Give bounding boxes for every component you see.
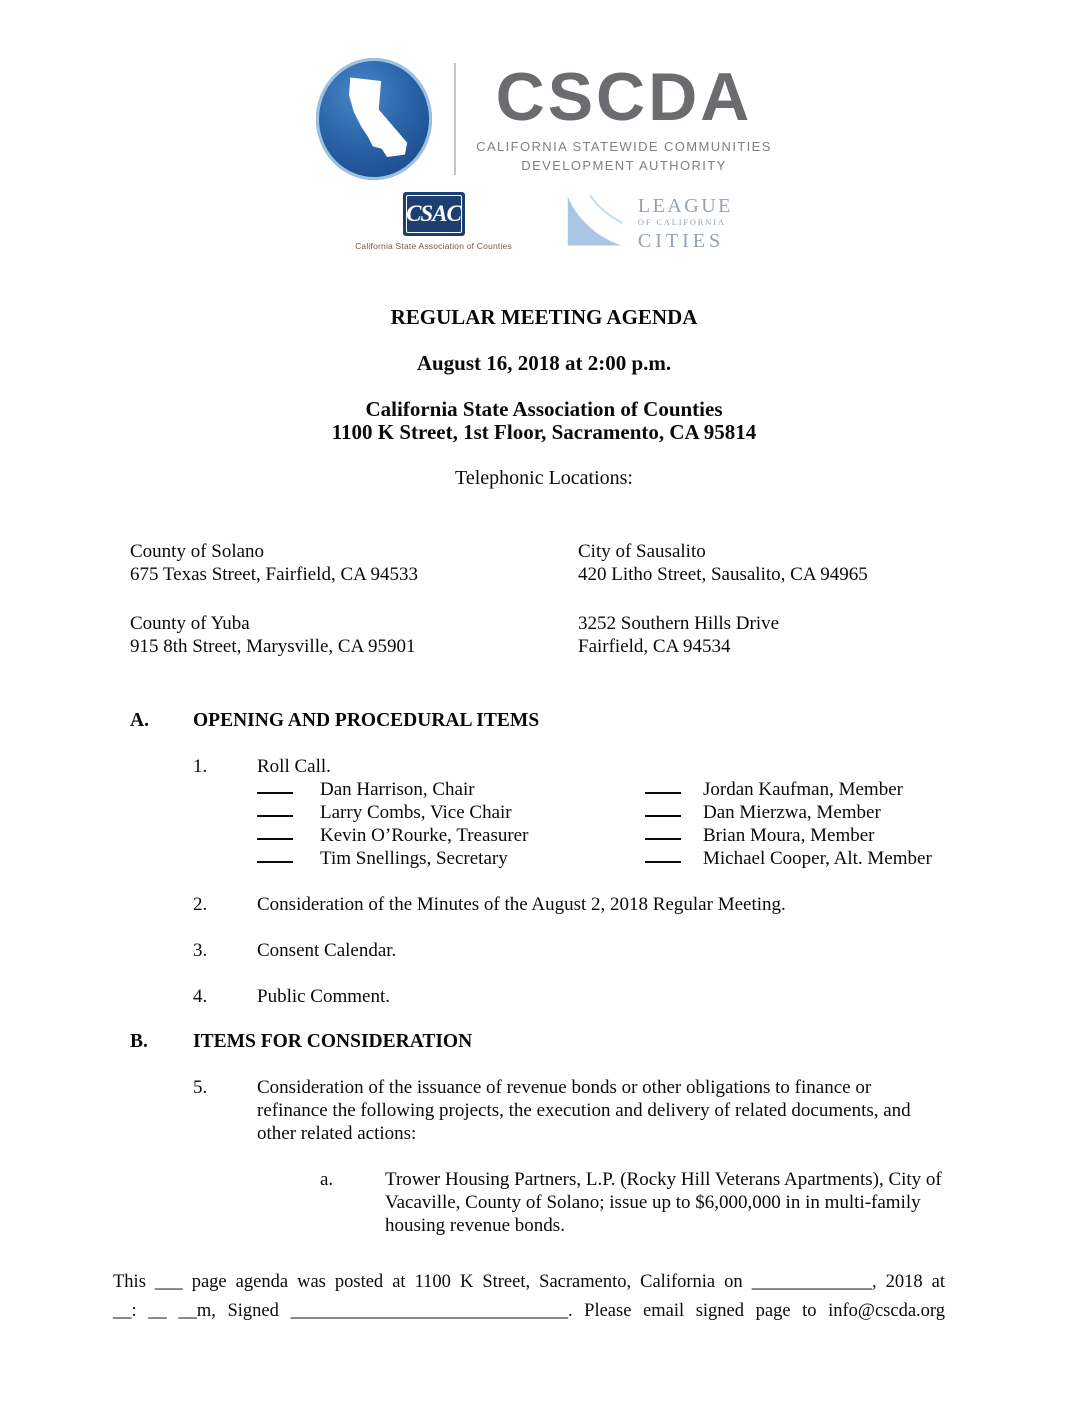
rollcall-blank-line: [257, 824, 293, 840]
location-address: 420 Litho Street, Sausalito, CA 94965: [578, 564, 868, 585]
item-number: 5.: [193, 1077, 208, 1098]
rollcall-blank-line: [645, 847, 681, 863]
csac-acronym: CSAC: [406, 201, 461, 226]
member-name: Michael Cooper, Alt. Member: [703, 848, 932, 869]
league-line3: CITIES: [637, 229, 725, 252]
section-title: ITEMS FOR CONSIDERATION: [193, 1031, 473, 1052]
league-logo: [564, 192, 733, 252]
location-name: 3252 Southern Hills Drive: [578, 613, 780, 634]
agenda-item-4: [193, 985, 1088, 1008]
meeting-title: REGULAR MEETING AGENDA: [390, 305, 698, 329]
roll-call-list: [257, 778, 1088, 870]
location-block: [578, 540, 1088, 586]
posting-notice: [113, 1268, 945, 1326]
rollcall-blank-line: [257, 778, 293, 794]
section-letter: B.: [130, 1031, 148, 1052]
venue-name: California State Association of Counties: [365, 397, 723, 421]
rollcall-blank-line: [257, 847, 293, 863]
section-a-heading: [130, 710, 1088, 732]
roll-call-row: [257, 847, 1088, 870]
roll-call-row: [257, 801, 1088, 824]
item-text: Consent Calendar.: [257, 940, 397, 961]
rollcall-blank-line: [645, 801, 681, 817]
section-letter: A.: [130, 710, 149, 731]
member-name: Dan Mierzwa, Member: [703, 802, 881, 823]
location-name: County of Yuba: [130, 613, 250, 634]
roll-call-row: [257, 778, 1088, 801]
item-number: 2.: [193, 894, 208, 915]
location-address: 915 8th Street, Marysville, CA 95901: [130, 636, 416, 657]
meeting-datetime: August 16, 2018 at 2:00 p.m.: [416, 351, 672, 375]
logo-divider: [454, 63, 456, 175]
item-text: Roll Call.: [257, 756, 331, 777]
member-name: Tim Snellings, Secretary: [320, 848, 508, 869]
rollcall-blank-line: [257, 801, 293, 817]
member-name: Larry Combs, Vice Chair: [320, 802, 512, 823]
member-name: Brian Moura, Member: [703, 825, 875, 846]
venue-block: [0, 398, 1088, 444]
title-block: [0, 306, 1088, 490]
agenda-item-5a: [320, 1168, 1088, 1237]
item-text: Consideration of the issuance of revenue bonds or other obligations to finance or refinance the following projects, the execution and delivery of related documents, and other related actions:: [257, 1077, 911, 1144]
cscda-tagline-line1: CALIFORNIA STATEWIDE COMMUNITIES: [476, 138, 772, 154]
agenda-item-2: [193, 893, 1088, 916]
rollcall-blank-line: [645, 778, 681, 794]
location-name: County of Solano: [130, 541, 265, 562]
agenda-item-1: [193, 755, 1088, 778]
location-block: [130, 612, 578, 658]
member-name: Dan Harrison, Chair: [320, 779, 475, 800]
location-name: City of Sausalito: [578, 541, 706, 562]
cscda-acronym: CSCDA: [495, 58, 753, 135]
item-number: 1.: [193, 756, 208, 777]
csac-caption: California State Association of Counties: [355, 241, 512, 251]
item-text: Public Comment.: [257, 986, 390, 1007]
agenda-item-5: [193, 1076, 1088, 1145]
member-name: Kevin O’Rourke, Treasurer: [320, 825, 529, 846]
member-name: Jordan Kaufman, Member: [703, 779, 903, 800]
telephonic-locations: [130, 540, 1088, 658]
telephonic-label: Telephonic Locations:: [455, 467, 633, 489]
cscda-tagline-line2: DEVELOPMENT AUTHORITY: [521, 157, 727, 173]
csac-box-icon: [403, 192, 465, 236]
league-wordmark: [638, 196, 733, 252]
location-block: [130, 540, 578, 586]
section-b-heading: [130, 1031, 1088, 1053]
cscda-logo: [0, 0, 1088, 180]
location-address: Fairfield, CA 94534: [578, 636, 731, 657]
venue-address: 1100 K Street, 1st Floor, Sacramento, CA 95814: [331, 420, 757, 444]
subitem-text: Trower Housing Partners, L.P. (Rocky Hill Veterans Apartments), City of Vacaville, County of Solano; issue up to $6,000,000 in in multi-family housing revenue bonds.: [385, 1169, 942, 1236]
item-text: Consideration of the Minutes of the August 2, 2018 Regular Meeting.: [257, 894, 786, 915]
location-block: [578, 612, 1088, 658]
agenda-body: [130, 710, 1088, 1237]
california-globe-icon: [316, 58, 432, 180]
csac-logo: [355, 192, 512, 251]
league-line2: OF CALIFORNIA: [637, 217, 726, 227]
agenda-item-3: [193, 939, 1088, 962]
posting-notice-line1: This ___ page agenda was posted at 1100 K Street, Sacramento, California on _____________, 2018 at: [113, 1272, 945, 1292]
section-title: OPENING AND PROCEDURAL ITEMS: [193, 710, 540, 731]
roll-call-row: [257, 824, 1088, 847]
league-sail-icon: [564, 192, 630, 250]
partner-logos: [0, 192, 1088, 262]
subitem-letter: a.: [320, 1169, 334, 1190]
item-number: 4.: [193, 986, 208, 1007]
rollcall-blank-line: [645, 824, 681, 840]
location-address: 675 Texas Street, Fairfield, CA 94533: [130, 564, 419, 585]
posting-notice-line2: __: __ __m, Signed ______________________________. Please email signed page to info@cscda.org: [113, 1301, 945, 1321]
league-line1: LEAGUE: [637, 195, 733, 217]
item-number: 3.: [193, 940, 208, 961]
cscda-tagline: [476, 138, 772, 176]
